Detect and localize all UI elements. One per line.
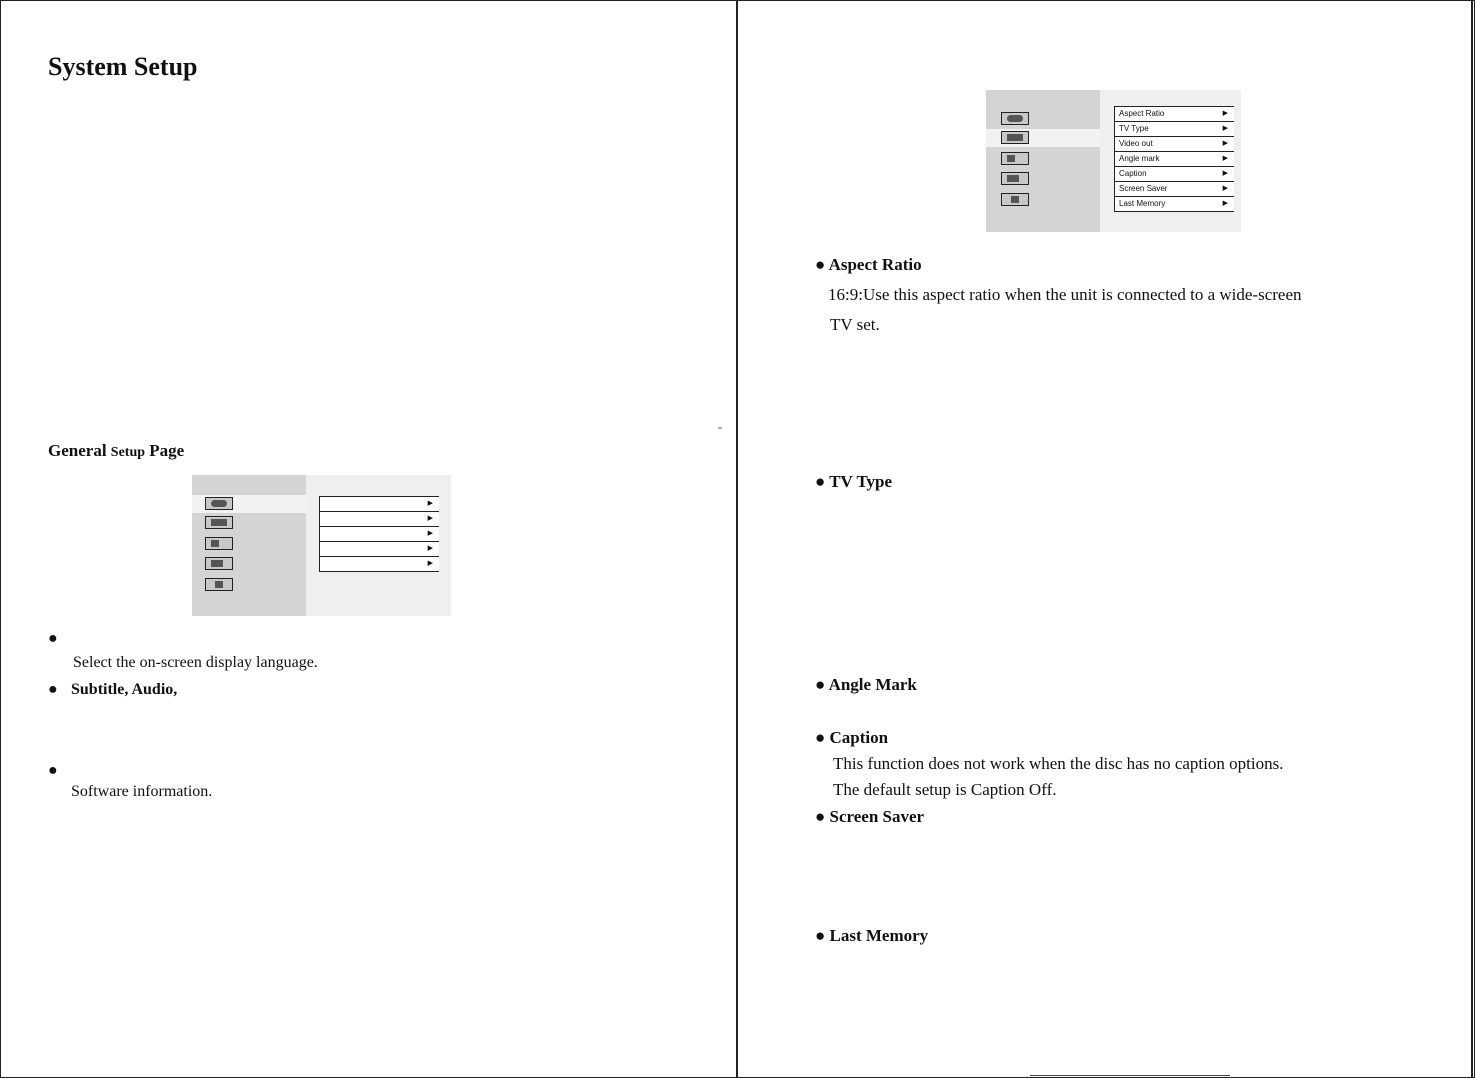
page-divider	[736, 0, 738, 1078]
arrow-right-icon: ▶	[1222, 125, 1228, 132]
bullet-mark: ●	[48, 630, 58, 647]
arrow-right-icon: ▶	[1222, 140, 1228, 147]
menu-option-caption[interactable]	[1115, 167, 1234, 182]
menu-option-screen-saver[interactable]	[1115, 182, 1234, 197]
aspect-ratio-line2: TV set.	[830, 315, 880, 334]
menu-option-list	[319, 496, 439, 572]
screen-saver-heading: ● Screen Saver	[815, 807, 925, 826]
menu-option[interactable]	[320, 496, 439, 512]
menu-option-label: TV Type	[1119, 124, 1149, 133]
bullet-mark: ●	[48, 762, 58, 779]
bottom-rule	[1030, 1075, 1230, 1076]
menu-option[interactable]	[320, 527, 439, 542]
arrow-right-icon: ▶	[1222, 155, 1228, 162]
menu-option-label: Screen Saver	[1119, 184, 1168, 193]
right-edge	[1471, 0, 1473, 1078]
aspect-ratio-heading: ● Aspect Ratio	[815, 255, 922, 274]
menu-option-label: Video out	[1119, 139, 1153, 148]
menu-option[interactable]	[320, 512, 439, 527]
menu-option-angle-mark[interactable]	[1115, 152, 1234, 167]
menu-option[interactable]	[320, 557, 439, 572]
menu-option-video-out[interactable]	[1115, 137, 1234, 152]
caption-line2: The default setup is Caption Off.	[833, 780, 1057, 799]
lock-icon[interactable]	[1001, 193, 1029, 206]
general-setup-menu	[192, 475, 451, 616]
arrow-right-icon: ▶	[427, 545, 433, 552]
caption-heading: ● Caption	[815, 728, 889, 747]
heading-word: Setup	[110, 445, 146, 460]
audio-icon[interactable]	[1001, 152, 1029, 165]
lock-icon[interactable]	[205, 578, 233, 591]
menu-option-label: Caption	[1119, 169, 1147, 178]
menu-option-tv-type[interactable]	[1115, 122, 1234, 137]
arrow-right-icon: ▶	[427, 560, 433, 567]
arrow-right-icon: ▶	[427, 530, 433, 537]
menu-option-list	[1114, 106, 1234, 212]
menu-option-aspect-ratio[interactable]	[1115, 106, 1234, 122]
preference-icon[interactable]	[1001, 172, 1029, 185]
arrow-right-icon: ▶	[1222, 200, 1228, 207]
bullet-mark: ●	[48, 681, 58, 698]
arrow-right-icon: ▶	[1222, 170, 1228, 177]
video-icon[interactable]	[205, 516, 233, 529]
menu-option-label: Aspect Ratio	[1119, 109, 1165, 118]
preference-icon[interactable]	[205, 557, 233, 570]
tv-type-heading: ● TV Type	[815, 472, 893, 491]
language-icon[interactable]	[205, 497, 233, 510]
page-title: System Setup	[48, 52, 198, 81]
aspect-ratio-line1: 16:9:Use this aspect ratio when the unit is connected to a wide-screen	[828, 285, 1302, 304]
general-setup-heading	[48, 441, 184, 461]
last-memory-heading: ● Last Memory	[815, 926, 929, 945]
caption-line1: This function does not work when the disc has no caption options.	[833, 754, 1284, 773]
language-description: Select the on-screen display language.	[73, 654, 318, 671]
heading-word: Page	[149, 441, 185, 460]
video-icon[interactable]	[1001, 131, 1029, 144]
arrow-right-icon: ▶	[427, 500, 433, 507]
audio-icon[interactable]	[205, 537, 233, 550]
subtitle-audio-label: Subtitle, Audio,	[71, 681, 178, 698]
menu-option-label: Angle mark	[1119, 154, 1160, 163]
angle-mark-heading: ● Angle Mark	[815, 675, 917, 694]
arrow-right-icon: ▶	[427, 515, 433, 522]
menu-option[interactable]	[320, 542, 439, 557]
video-setup-menu	[986, 90, 1241, 232]
menu-option-label: Last Memory	[1119, 199, 1166, 208]
menu-option-last-memory[interactable]	[1115, 197, 1234, 212]
language-icon[interactable]	[1001, 112, 1029, 125]
arrow-right-icon: ▶	[1222, 185, 1228, 192]
heading-word: General	[48, 441, 107, 460]
software-description: Software information.	[71, 783, 213, 800]
stray-mark: -	[718, 420, 722, 434]
arrow-right-icon: ▶	[1222, 110, 1228, 117]
